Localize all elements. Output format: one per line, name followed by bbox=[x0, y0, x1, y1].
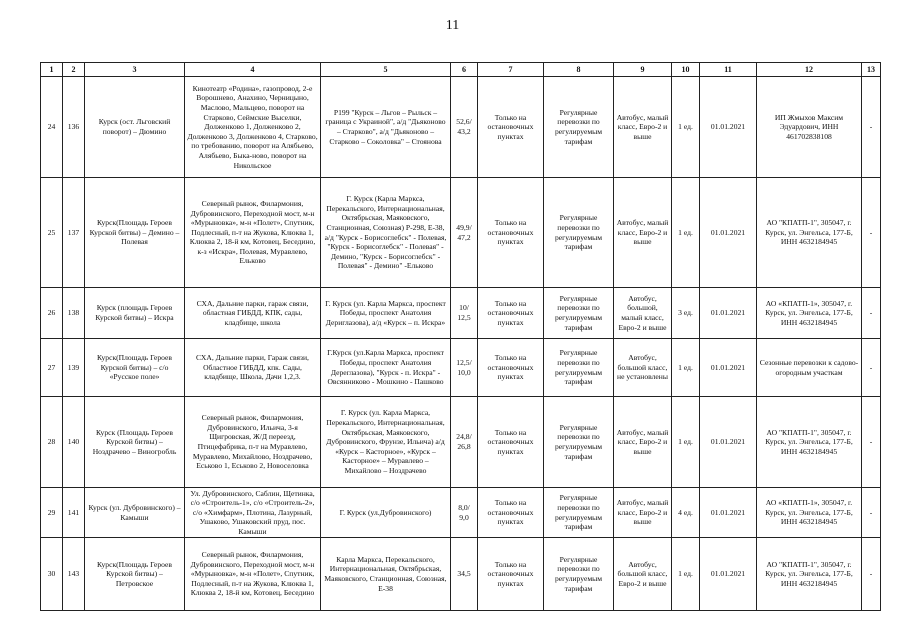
cell-length: 12,5/ 10,0 bbox=[451, 339, 478, 397]
cell-count: 1 ед. bbox=[672, 397, 700, 488]
cell-transport-type: Регулярные перевозки по регулируемым тарифам bbox=[544, 339, 614, 397]
cell-boarding: Только на остановочных пунктах bbox=[478, 77, 544, 178]
cell-count: 1 ед. bbox=[672, 178, 700, 288]
column-header: 5 bbox=[321, 63, 451, 77]
cell-row-number: 28 bbox=[41, 397, 63, 488]
table-row bbox=[41, 339, 881, 397]
cell-boarding: Только на остановочных пунктах bbox=[478, 538, 544, 611]
cell-length: 34,5 bbox=[451, 538, 478, 611]
cell-vehicle: Автобус, большой класс, не установлены bbox=[614, 339, 672, 397]
cell-carrier: АО "КПАТП-1", 305047, г. Курск, ул. Энгельса, 177-Б, ИНН 4632184945 bbox=[757, 538, 862, 611]
cell-note: - bbox=[862, 288, 881, 339]
cell-row-number: 29 bbox=[41, 488, 63, 538]
cell-row-number: 30 bbox=[41, 538, 63, 611]
cell-route-name: Курск (Площадь Героев Курской битвы) – Ноздрачево – Виногробль bbox=[85, 397, 185, 488]
cell-carrier: ИП Жмыхов Максим Эдуардович, ИНН 461702838108 bbox=[757, 77, 862, 178]
cell-row-number: 26 bbox=[41, 288, 63, 339]
cell-carrier: АО «КПАТП-1», 305047, г. Курск, ул. Энгельса, 177-Б, ИНН 4632184945 bbox=[757, 288, 862, 339]
cell-transport-type: Регулярные перевозки по регулируемым тарифам bbox=[544, 488, 614, 538]
cell-vehicle: Автобус, малый класс, Евро-2 и выше bbox=[614, 488, 672, 538]
cell-carrier: АО «КПАТП-1», 305047, г. Курск, ул. Энгельса, 177-Б, ИНН 4632184945 bbox=[757, 488, 862, 538]
cell-length: 8,0/ 9,0 bbox=[451, 488, 478, 538]
column-header: 2 bbox=[63, 63, 85, 77]
cell-date: 01.01.2021 bbox=[700, 538, 757, 611]
cell-date: 01.01.2021 bbox=[700, 397, 757, 488]
column-header: 9 bbox=[614, 63, 672, 77]
cell-stops: Северный рынок, Филармония, Дубровинского, Переходной мост, м-н «Мурыновка», м-н «Полет», Спутник, Подлесный, п-т на Жукова, Клюква 1, Клюква 2, 18-й км, Котовец, Беседино, к-з «Искра», Полевая, Муравлево, Ельково bbox=[185, 178, 321, 288]
cell-transport-type: Регулярные перевозки по регулируемым тарифам bbox=[544, 77, 614, 178]
cell-carrier: АО "КПАТП-1", 305047, г. Курск, ул. Энгельса, 177-Б, ИНН 4632184945 bbox=[757, 178, 862, 288]
cell-route-name: Курск(Площадь Героев Курской битвы) – с/о «Русское поле» bbox=[85, 339, 185, 397]
cell-streets: Г. Курск (ул.Дубровинского) bbox=[321, 488, 451, 538]
cell-route-number: 139 bbox=[63, 339, 85, 397]
cell-note: - bbox=[862, 77, 881, 178]
table-row bbox=[41, 538, 881, 611]
cell-boarding: Только на остановочных пунктах bbox=[478, 288, 544, 339]
cell-vehicle: Автобус, малый класс, Евро-2 и выше bbox=[614, 397, 672, 488]
cell-count: 1 ед. bbox=[672, 77, 700, 178]
cell-note: - bbox=[862, 488, 881, 538]
cell-route-number: 141 bbox=[63, 488, 85, 538]
page-number: 11 bbox=[445, 18, 460, 33]
routes-table bbox=[40, 62, 881, 611]
cell-stops: СХА, Дальние парки, Гараж связи, Областное ГИБДД, кпк. Сады, кладбище, Школа, Дачи 1,2,3. bbox=[185, 339, 321, 397]
cell-boarding: Только на остановочных пунктах bbox=[478, 339, 544, 397]
cell-count: 1 ед. bbox=[672, 339, 700, 397]
column-header: 1 bbox=[41, 63, 63, 77]
cell-streets: Г. Курск (ул. Карла Маркса, Перекальского, Интернациональная, Октябрьская, Маяковского, Дубровинского, Фрунзе, Ильича) а/д «Курск – Касторное», «Курск – Касторное» – Муравлево – Михайлово – Ноздрачево bbox=[321, 397, 451, 488]
cell-route-name: Курск(Площадь Героев Курской битвы) – Петровское bbox=[85, 538, 185, 611]
cell-carrier: Сезонные перевозки к садово-огородным участкам bbox=[757, 339, 862, 397]
cell-date: 01.01.2021 bbox=[700, 488, 757, 538]
cell-route-name: Курск (ост. Льговский поворот) – Дюмино bbox=[85, 77, 185, 178]
cell-count: 4 ед. bbox=[672, 488, 700, 538]
cell-transport-type: Регулярные перевозки по регулируемым тарифам bbox=[544, 538, 614, 611]
column-header: 4 bbox=[185, 63, 321, 77]
cell-route-number: 140 bbox=[63, 397, 85, 488]
cell-count: 3 ед. bbox=[672, 288, 700, 339]
cell-route-name: Курск (площадь Героев Курской битвы) – Искра bbox=[85, 288, 185, 339]
cell-date: 01.01.2021 bbox=[700, 288, 757, 339]
cell-length: 49,9/ 47,2 bbox=[451, 178, 478, 288]
cell-vehicle: Автобус, малый класс, Евро-2 и выше bbox=[614, 77, 672, 178]
cell-row-number: 25 bbox=[41, 178, 63, 288]
cell-boarding: Только на остановочных пунктах bbox=[478, 488, 544, 538]
cell-length: 10/ 12,5 bbox=[451, 288, 478, 339]
cell-note: - bbox=[862, 397, 881, 488]
cell-streets: Р199 "Курск – Льгов – Рыльск – граница с Украиной", а/д "Дьяконово – Старково", а/д "Дьяконово – Старково – Соколовка" – Стоянова bbox=[321, 77, 451, 178]
column-header: 10 bbox=[672, 63, 700, 77]
table-row bbox=[41, 397, 881, 488]
cell-streets: Г. Курск (ул. Карла Маркса, проспект Победы, проспект Анатолия Дериглазова), а/д «Курск – п. Искра» bbox=[321, 288, 451, 339]
column-header: 12 bbox=[757, 63, 862, 77]
cell-boarding: Только на остановочных пунктах bbox=[478, 397, 544, 488]
table-row bbox=[41, 288, 881, 339]
cell-route-name: Курск(Площадь Героев Курской битвы) – Демино – Полевая bbox=[85, 178, 185, 288]
column-header: 8 bbox=[544, 63, 614, 77]
table-row bbox=[41, 488, 881, 538]
cell-route-number: 138 bbox=[63, 288, 85, 339]
cell-transport-type: Регулярные перевозки по регулируемым тарифам bbox=[544, 288, 614, 339]
cell-streets: Г.Курск (ул.Карла Маркса, проспект Победы, проспект Анатолия Дереглазова), "Курск - п. Искра" - Овсянниково - Мошкино - Пашково bbox=[321, 339, 451, 397]
cell-vehicle: Автобус, большой, малый класс, Евро-2 и выше bbox=[614, 288, 672, 339]
cell-note: - bbox=[862, 178, 881, 288]
cell-note: - bbox=[862, 339, 881, 397]
column-header: 3 bbox=[85, 63, 185, 77]
cell-carrier: АО "КПАТП-1", 305047, г. Курск, ул. Энгельса, 177-Б, ИНН 4632184945 bbox=[757, 397, 862, 488]
column-header: 6 bbox=[451, 63, 478, 77]
column-header: 7 bbox=[478, 63, 544, 77]
cell-stops: Кинотеатр «Родина», газопровод, 2-е Ворошнево, Анахино, Черницыно, Маслово, Мальцево, поворот на Старково, Сеймские Выселки, Долженково 1, Долженково 2, Долженково 3, Долженково 4, Старково, по требованию, поворот на Алябьево, Алябьево, Быка-ново, поворот на Никольское bbox=[185, 77, 321, 178]
cell-transport-type: Регулярные перевозки по регулируемым тарифам bbox=[544, 178, 614, 288]
cell-stops: Северный рынок, Филармония, Дубровинского, Переходной мост, м-н «Мурыновка», м-н «Полет», Спутник, Подлесный, п-т на Жукова, Клюква 1, Клюква 2, 18-й км, Котовец, Беседино bbox=[185, 538, 321, 611]
cell-transport-type: Регулярные перевозки по регулируемым тарифам bbox=[544, 397, 614, 488]
cell-length: 52,6/ 43,2 bbox=[451, 77, 478, 178]
cell-row-number: 24 bbox=[41, 77, 63, 178]
column-header: 11 bbox=[700, 63, 757, 77]
cell-stops: Ул. Дубровинского, Саблин, Щетинка, с/о «Строитель-1», с/о «Строитель-2», с/о «Химфарм», Плотина, Лазурный, Ушаково, Ушаковский пруд, пос. Камыши bbox=[185, 488, 321, 538]
cell-row-number: 27 bbox=[41, 339, 63, 397]
cell-date: 01.01.2021 bbox=[700, 339, 757, 397]
cell-length: 24,8/ 26,8 bbox=[451, 397, 478, 488]
cell-route-number: 136 bbox=[63, 77, 85, 178]
cell-date: 01.01.2021 bbox=[700, 178, 757, 288]
cell-stops: Северный рынок, Филармония, Дубровинского, Ильича, 3-я Щигровская, Ж/Д переезд, Птицефабрика, п-т на Муравлево, Муравлево, Михайлово, Ноздрачево, Еськово 1, Еськово 2, Новоселовка bbox=[185, 397, 321, 488]
table-row bbox=[41, 77, 881, 178]
column-header: 13 bbox=[862, 63, 881, 77]
cell-vehicle: Автобус, малый класс, Евро-2 и выше bbox=[614, 178, 672, 288]
cell-stops: СХА, Дальние парки, гараж связи, областная ГИБДД, КПК, сады, кладбище, школа bbox=[185, 288, 321, 339]
cell-boarding: Только на остановочных пунктах bbox=[478, 178, 544, 288]
cell-route-name: Курск (ул. Дубровинского) – Камыши bbox=[85, 488, 185, 538]
cell-note: - bbox=[862, 538, 881, 611]
cell-vehicle: Автобус, большой класс, Евро-2 и выше bbox=[614, 538, 672, 611]
cell-streets: Г. Курск (Карла Маркса, Перекальского, Интернациональная, Октябрьская, Маяковского, Станционная, Союзная) Р-298, Е-38, а/д "Курск - Борисоглебск" - Полевая, "Курск - Борисоглебск" - Полевая" - Демино, "Курск - Борисоглебск" - Полевая" - Демино" -Ельково bbox=[321, 178, 451, 288]
cell-route-number: 137 bbox=[63, 178, 85, 288]
cell-count: 1 ед. bbox=[672, 538, 700, 611]
cell-streets: Карла Маркса, Перекальского, Интернациональная, Октябрьская, Маяковского, Станционная, Союзная, Е-38 bbox=[321, 538, 451, 611]
cell-date: 01.01.2021 bbox=[700, 77, 757, 178]
table-row bbox=[41, 178, 881, 288]
cell-route-number: 143 bbox=[63, 538, 85, 611]
table-header-row bbox=[41, 63, 881, 77]
